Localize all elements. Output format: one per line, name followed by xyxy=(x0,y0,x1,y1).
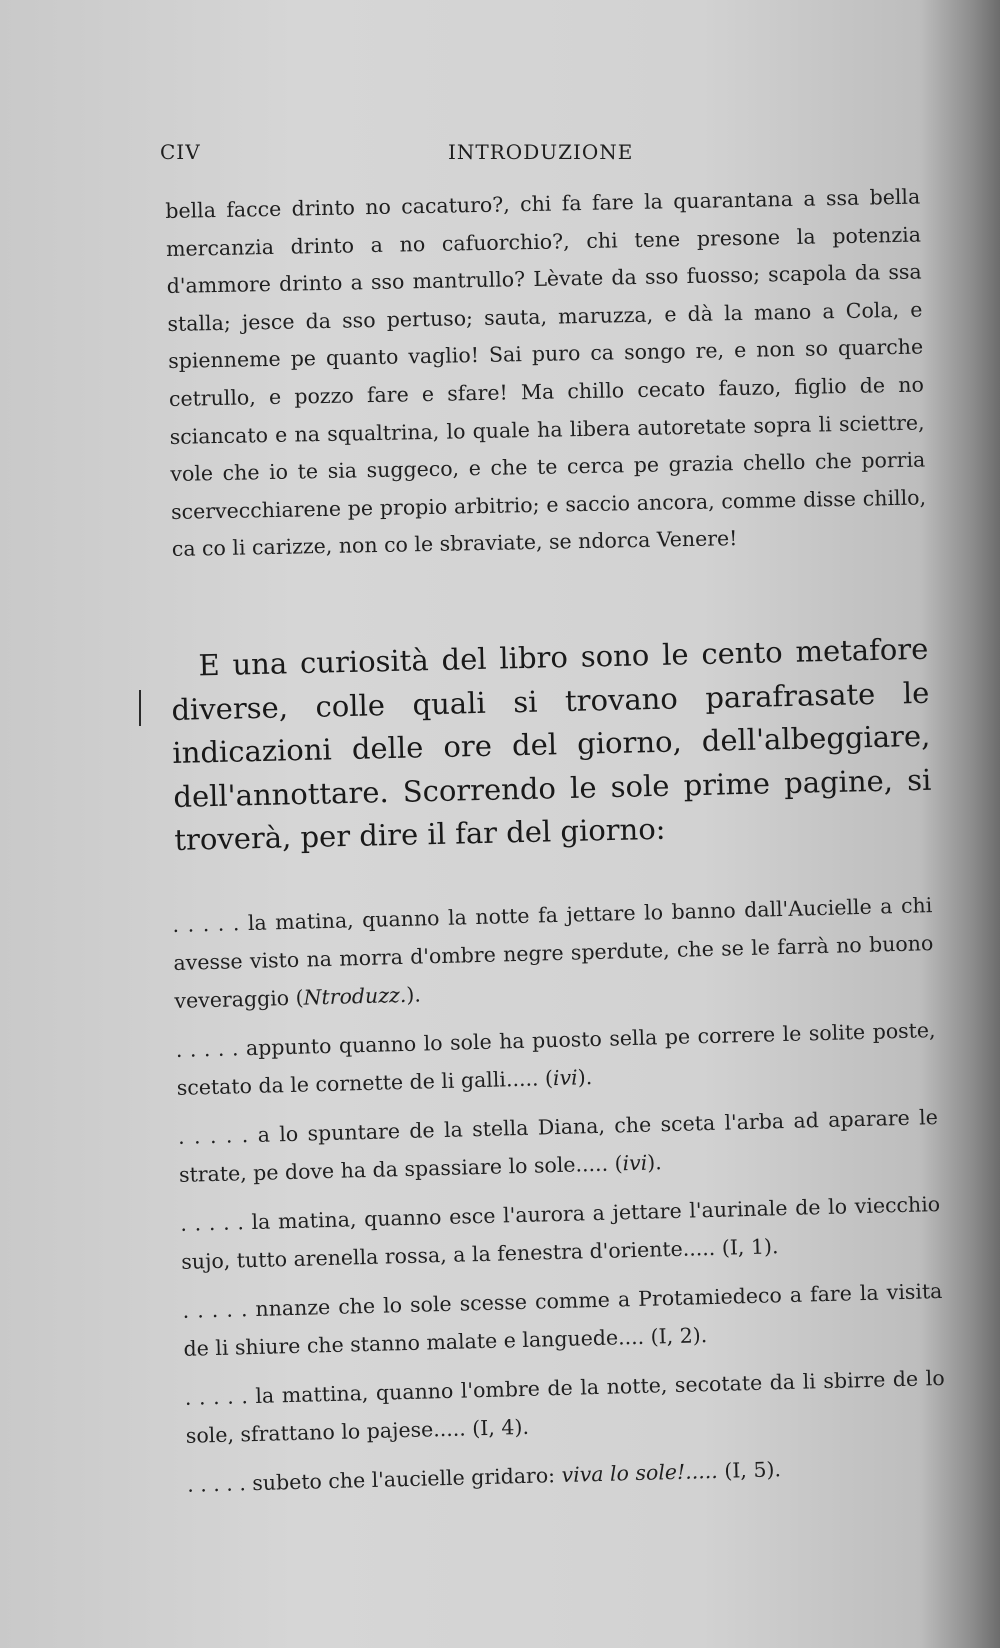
example-list xyxy=(172,886,947,1504)
commentary-paragraph xyxy=(170,628,933,863)
page-number: CIV xyxy=(160,140,201,164)
commentary-text: E una curiosità del libro sono le cento metafore diverse, colle quali si trovano parafrasate le indicazioni delle ore del giorno, dell'albeggiare, dell'annottare. Scorrendo le sole prime pagine, si troverà, per dire il far del giorno: xyxy=(171,631,932,857)
example-item: . . . . . subeto che l'aucielle gridaro: viva lo sole!..... (I, 5). xyxy=(186,1457,782,1497)
page-header xyxy=(160,140,920,174)
dialect-quotation xyxy=(165,179,927,569)
example-item: . . . . . a lo spuntare de la stella Diana, che sceta l'arba ad aparare le strate, pe dove ha da spassiare lo sole..... (ivi). xyxy=(177,1105,939,1187)
running-title: INTRODUZIONE xyxy=(448,140,634,164)
source-citation: ivi xyxy=(622,1150,648,1176)
source-citation: ivi xyxy=(552,1065,579,1091)
source-citation: Ntroduzz. xyxy=(303,982,407,1010)
example-item: . . . . . nnanze che lo sole scesse comme a Protamiedeco a fare la visita de li shiure che stanno malate e languede.... (I, 2). xyxy=(182,1278,943,1361)
italic-exclamation: viva lo sole!..... xyxy=(561,1458,719,1487)
example-item: . . . . . la matina, quanno esce l'aurora a jettare l'aurinale de lo viecchio sujo, tutto arenella rossa, a la fenestra d'oriente..... (I, 1). xyxy=(180,1192,941,1274)
example-item: . . . . . la matina, quanno la notte fa jettare lo banno dall'Aucielle a chi avesse visto na morra d'ombre negre sperdute, che se le farrà no buono veveraggio (Ntroduzz.). xyxy=(172,893,934,1013)
quotation-text: bella facce drinto no cacaturo?, chi fa fare la quarantana a ssa bella mercanzia drinto a no cafuorchio?, chi tene presone la potenzia d'ammore drinto a sso mantrullo? Lèvate da sso fuosso; scapola da ssa stalla; jesce da sso pertuso; sauta, maruzza, e dà la mano a Cola, e spienneme pe quanto vaglio! Sai puro ca songo re, e non so quarche cetrullo, e pozzo fare e sfare! Ma chillo cecato fauzo, figlio de no sciancato e na squaltrina, lo quale ha libera autoretate sopra li sciettre, vole che io te sia suggeco, e che te cerca pe grazia chello che porria scervecchiarene pe propio arbitrio; e saccio ancora, comme disse chillo, ca co li carizze, non co le sbraviate, se ndorca Venere! xyxy=(165,184,927,562)
margin-mark xyxy=(139,690,141,726)
example-item: . . . . . la mattina, quanno l'ombre de la notte, secotate da li sbirre de lo sole, sfrattano lo pajese..... (I, 4). xyxy=(184,1365,945,1448)
example-item: . . . . . appunto quanno lo sole ha puosto sella pe correre le solite poste, scetato da le cornette de li galli..... (ivi). xyxy=(175,1018,936,1100)
